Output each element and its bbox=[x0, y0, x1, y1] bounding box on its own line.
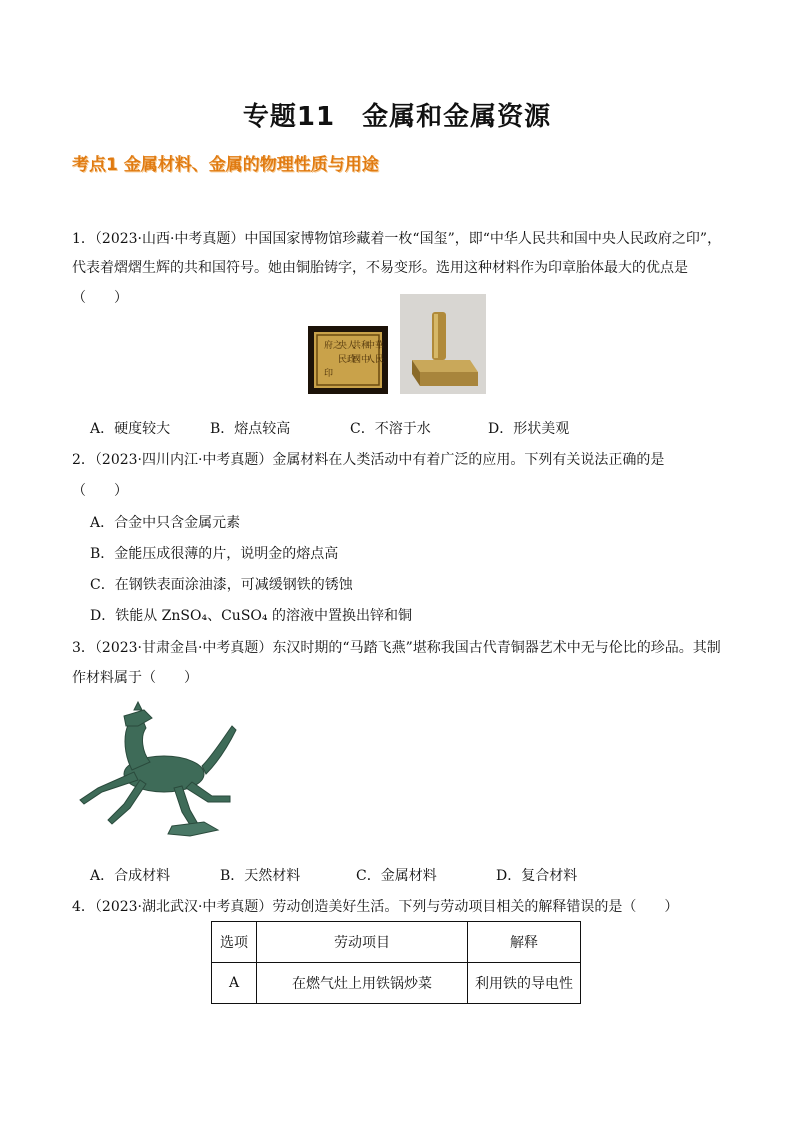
seal-char-7: 府之 bbox=[324, 341, 343, 351]
seal-char-2: 人民 bbox=[366, 355, 385, 365]
seal-char-3: 共和 bbox=[352, 341, 371, 351]
q3-line-1: 3．（2023·甘肃金昌·中考真题）东汉时期的“马踏飞燕”堪称我国古代青铜器艺术中无与伦比的珍品。其制 bbox=[72, 640, 721, 656]
q1-option-b[interactable]: B．熔点较高 bbox=[210, 421, 291, 437]
q1-option-d[interactable]: D．形状美观 bbox=[488, 421, 570, 437]
q1-line-1: 1．（2023·山西·中考真题）中国国家博物馆珍藏着一枚“国玺”，即“中华人民共和国中央人民政府之印”， bbox=[72, 231, 722, 247]
seal-char-1: 中華 bbox=[366, 341, 385, 351]
table-cell: 在燃气灶上用铁锅炒菜 bbox=[257, 963, 468, 1004]
q3-line-2: 作材料属于（ ） bbox=[72, 670, 198, 686]
q1-line-2: 代表着熠熠生辉的共和国符号。她由铜胎铸字，不易变形。选用这种材料作为印章胎体最大的优点是 bbox=[72, 260, 688, 276]
q4-line-1: 4．（2023·湖北武汉·中考真题）劳动创造美好生活。下列与劳动项目相关的解释错误的是（ ） bbox=[72, 899, 679, 915]
seal-char-6: 民政 bbox=[338, 355, 357, 365]
q4-table bbox=[211, 921, 581, 1004]
bronze-horse-photo bbox=[72, 700, 242, 850]
q3-option-d[interactable]: D．复合材料 bbox=[496, 868, 578, 884]
q2-option-a[interactable]: A．合金中只含金属元素 bbox=[90, 515, 241, 531]
seal-char-4: 國中 bbox=[352, 355, 371, 365]
q3-option-a[interactable]: A．合成材料 bbox=[90, 868, 171, 884]
table-row bbox=[212, 963, 581, 1004]
q2-line-1: 2．（2023·四川内江·中考真题）金属材料在人类活动中有着广泛的应用。下列有关说法正确的是 bbox=[72, 452, 665, 468]
section-heading: 考点1 金属材料、金属的物理性质与用途 bbox=[72, 155, 379, 175]
table-cell: 利用铁的导电性 bbox=[468, 963, 581, 1004]
table-header-row bbox=[212, 922, 581, 963]
table-header-cell: 选项 bbox=[212, 922, 257, 963]
table-cell: A bbox=[212, 963, 257, 1004]
page-title: 专题11 金属和金属资源 bbox=[242, 102, 552, 132]
q1-line-3: （ ） bbox=[72, 290, 128, 306]
q1-option-a[interactable]: A．硬度较大 bbox=[90, 421, 171, 437]
q1-option-c[interactable]: C．不溶于水 bbox=[350, 421, 431, 437]
seal-char-8: 印 bbox=[324, 369, 334, 379]
q3-option-b[interactable]: B．天然材料 bbox=[220, 868, 301, 884]
q3-option-c[interactable]: C．金属材料 bbox=[356, 868, 437, 884]
q2-line-2: （ ） bbox=[72, 483, 128, 499]
table-header-cell: 劳动项目 bbox=[257, 922, 468, 963]
q2-option-b[interactable]: B．金能压成很薄的片，说明金的熔点高 bbox=[90, 546, 339, 562]
q2-option-c[interactable]: C．在钢铁表面涂油漆，可减缓钢铁的锈蚀 bbox=[90, 577, 353, 593]
table-header-cell: 解释 bbox=[468, 922, 581, 963]
q2-option-d[interactable]: D．铁能从 ZnSO₄、CuSO₄ 的溶液中置换出锌和铜 bbox=[90, 608, 412, 624]
seal-photo bbox=[308, 294, 486, 394]
seal-char-5: 央人 bbox=[338, 341, 357, 351]
